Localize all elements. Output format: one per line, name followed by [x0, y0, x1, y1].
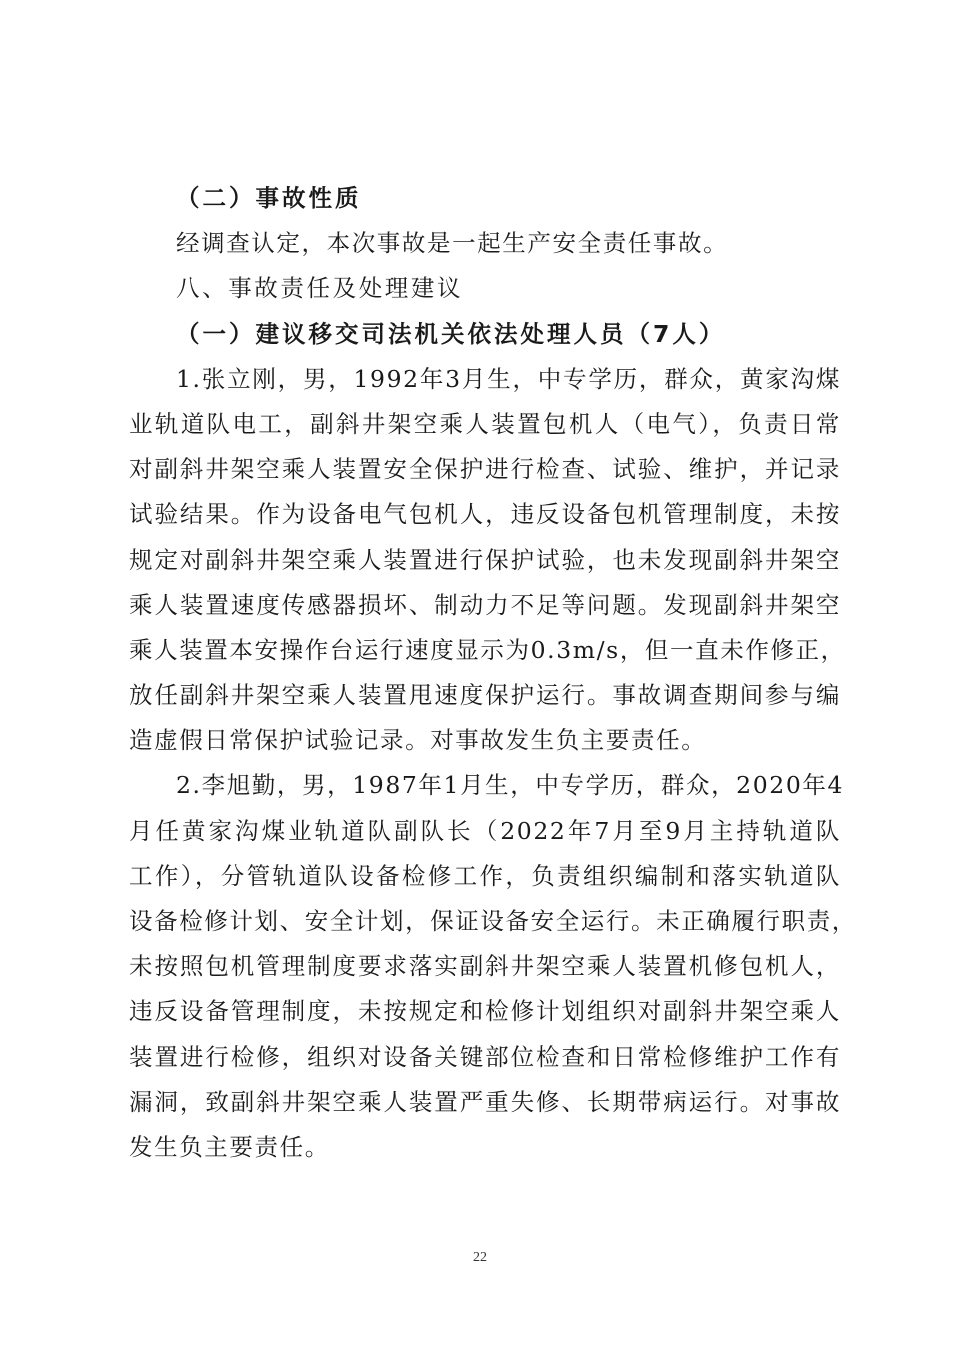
paragraph-line: 业轨道队电工，副斜井架空乘人装置包机人（电气），负责日常: [129, 409, 841, 438]
paragraph-line: 2.李旭勤，男，1987年1月生，中专学历，群众，2020年4: [176, 771, 845, 800]
paragraph-line: 乘人装置本安操作台运行速度显示为0.3m/s，但一直未作修正，: [129, 635, 846, 664]
paragraph-line: 设备检修计划、安全计划，保证设备安全运行。未正确履行职责，: [129, 907, 857, 935]
paragraph-line: 试验结果。作为设备电气包机人，违反设备包机管理制度，未按: [129, 500, 841, 529]
paragraph-line: 1.张立刚，男，1992年3月生，中专学历，群众，黄家沟煤: [176, 364, 841, 393]
page-content: [129, 176, 857, 1170]
paragraph-line: 月任黄家沟煤业轨道队副队长（2022年7月至9月主持轨道队: [129, 816, 841, 845]
paragraph-line: 装置进行检修，组织对设备关键部位检查和日常检修维护工作有: [129, 1042, 841, 1071]
person-2-paragraph: [129, 763, 857, 1170]
paragraph-line: 乘人装置速度传感器损坏、制动力不足等问题。发现副斜井架空: [129, 590, 841, 619]
paragraph-line: 漏洞，致副斜井架空乘人装置严重失修、长期带病运行。对事故: [129, 1087, 841, 1116]
page-number: 22: [473, 1250, 487, 1265]
paragraph-line: 造虚假日常保护试验记录。对事故发生负主要责任。: [129, 726, 707, 755]
paragraph-line: 未按照包机管理制度要求落实副斜井架空乘人装置机修包机人，: [129, 952, 841, 981]
chapter-heading-responsibility: 八、事故责任及处理建议: [176, 274, 464, 303]
paragraph-line: 发生负主要责任。: [129, 1132, 330, 1161]
paragraph-line: 规定对副斜井架空乘人装置进行保护试验，也未发现副斜井架空: [129, 545, 841, 574]
section-heading-accident-nature: （二）事故性质: [176, 184, 362, 212]
paragraph-line: 放任副斜井架空乘人装置甩速度保护运行。事故调查期间参与编: [129, 681, 841, 710]
paragraph-line: 违反设备管理制度，未按规定和检修计划组织对副斜井架空乘人: [129, 997, 841, 1026]
person-1-paragraph: [129, 357, 846, 764]
paragraph-line: 对副斜井架空乘人装置安全保护进行检查、试验、维护，并记录: [129, 455, 841, 484]
paragraph-line: 工作），分管轨道队设备检修工作，负责组织编制和落实轨道队: [129, 861, 841, 890]
accident-nature-text: 经调查认定，本次事故是一起生产安全责任事故。: [176, 229, 729, 258]
subsection-heading-judicial-transfer: （一）建议移交司法机关依法处理人员（7人）: [176, 319, 726, 348]
